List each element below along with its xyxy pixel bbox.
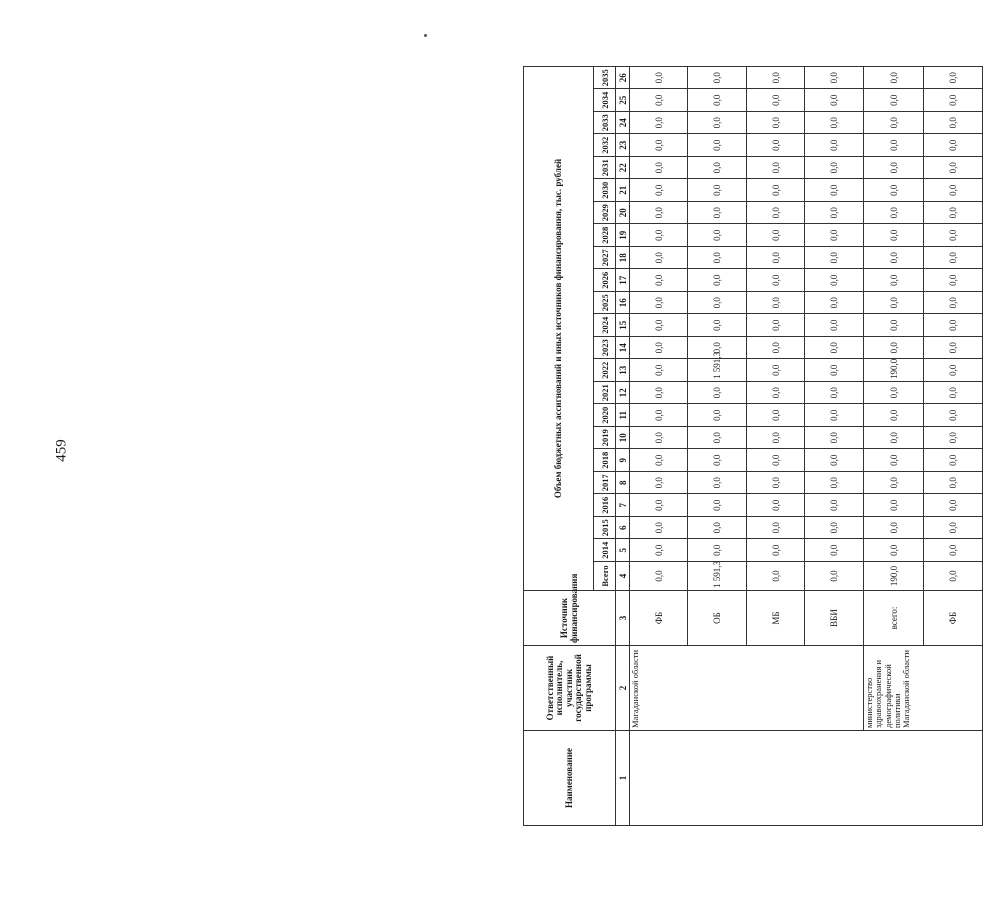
column-number: 4 [616, 562, 630, 591]
column-number: 10 [616, 427, 630, 450]
value-cell: 0,0 [863, 337, 924, 360]
value-cell: 0,0 [805, 359, 863, 382]
value-cell: 0,0 [688, 449, 746, 472]
value-cell: 0,0 [746, 314, 804, 337]
column-number: 16 [616, 292, 630, 315]
value-cell: 0,0 [688, 224, 746, 247]
table-row [630, 67, 688, 826]
value-cell: 0,0 [805, 382, 863, 405]
value-cell: 0,0 [924, 157, 983, 180]
column-number: 15 [616, 314, 630, 337]
value-cell: 0,0 [746, 494, 804, 517]
column-number: 2 [616, 646, 630, 731]
total-cell: 190,0 [863, 562, 924, 591]
value-cell: 0,0 [746, 404, 804, 427]
column-number: 12 [616, 382, 630, 405]
column-number: 14 [616, 337, 630, 360]
scan-speck [424, 34, 427, 37]
value-cell: 0,0 [746, 247, 804, 270]
table-header [524, 67, 630, 826]
column-number: 26 [616, 67, 630, 90]
column-number: 18 [616, 247, 630, 270]
header-year: 2025 [594, 292, 616, 315]
value-cell: 0,0 [863, 224, 924, 247]
value-cell: 0,0 [688, 134, 746, 157]
value-cell: 0,0 [924, 179, 983, 202]
value-cell: 0,0 [863, 202, 924, 225]
value-cell: 0,0 [805, 337, 863, 360]
value-cell: 0,0 [863, 269, 924, 292]
source-cell: ВБИ [805, 591, 863, 646]
column-number: 1 [616, 731, 630, 826]
value-cell: 0,0 [630, 494, 688, 517]
header-year: 2027 [594, 247, 616, 270]
value-cell: 0,0 [630, 404, 688, 427]
value-cell: 0,0 [630, 292, 688, 315]
column-number: 3 [616, 591, 630, 646]
header-total: Всего [594, 562, 616, 591]
value-cell: 0,0 [630, 112, 688, 135]
responsible-cell: министерство здравоохранения и демографической политики Магаданской области [863, 646, 982, 731]
total-cell: 0,0 [746, 562, 804, 591]
column-number: 25 [616, 89, 630, 112]
value-cell: 0,0 [863, 404, 924, 427]
value-cell: 0,0 [746, 472, 804, 495]
value-cell: 0,0 [746, 134, 804, 157]
value-cell: 0,0 [805, 539, 863, 562]
header-year: 2024 [594, 314, 616, 337]
value-cell: 0,0 [863, 314, 924, 337]
value-cell: 0,0 [630, 449, 688, 472]
value-cell: 0,0 [924, 314, 983, 337]
value-cell: 0,0 [630, 337, 688, 360]
value-cell: 0,0 [688, 247, 746, 270]
value-cell: 0,0 [863, 112, 924, 135]
header-year: 2028 [594, 224, 616, 247]
column-number: 7 [616, 494, 630, 517]
value-cell: 0,0 [863, 157, 924, 180]
header-year: 2032 [594, 134, 616, 157]
table-body [630, 67, 983, 826]
value-cell: 0,0 [746, 292, 804, 315]
column-number: 22 [616, 157, 630, 180]
header-source: Источник финансирования [524, 591, 616, 646]
value-cell: 0,0 [924, 67, 983, 90]
header-year: 2021 [594, 382, 616, 405]
total-cell: 1 591,3 [688, 562, 746, 591]
value-cell: 0,0 [630, 89, 688, 112]
value-cell: 0,0 [863, 89, 924, 112]
value-cell: 0,0 [688, 472, 746, 495]
value-cell: 0,0 [688, 314, 746, 337]
value-cell: 0,0 [924, 404, 983, 427]
value-cell: 0,0 [924, 359, 983, 382]
value-cell: 0,0 [746, 539, 804, 562]
value-cell: 0,0 [863, 539, 924, 562]
header-year: 2014 [594, 539, 616, 562]
value-cell: 0,0 [805, 202, 863, 225]
value-cell: 0,0 [746, 157, 804, 180]
header-responsible: Ответственный исполнитель, участник государственной программы [524, 646, 616, 731]
header-year: 2017 [594, 472, 616, 495]
header-year: 2023 [594, 337, 616, 360]
value-cell: 0,0 [688, 89, 746, 112]
value-cell: 0,0 [746, 67, 804, 90]
value-cell: 0,0 [924, 202, 983, 225]
value-cell: 1 591,3 [688, 359, 746, 382]
value-cell: 0,0 [630, 314, 688, 337]
value-cell: 0,0 [805, 292, 863, 315]
source-cell: ФБ [924, 591, 983, 646]
value-cell: 0,0 [630, 427, 688, 450]
value-cell: 0,0 [688, 382, 746, 405]
column-number: 21 [616, 179, 630, 202]
value-cell: 0,0 [688, 337, 746, 360]
header-year: 2019 [594, 427, 616, 450]
value-cell: 0,0 [805, 67, 863, 90]
value-cell: 0,0 [630, 202, 688, 225]
column-numbers-row [616, 67, 630, 826]
value-cell: 0,0 [805, 157, 863, 180]
header-name: Наименование [524, 731, 616, 826]
value-cell: 0,0 [863, 292, 924, 315]
value-cell: 0,0 [863, 517, 924, 540]
header-year: 2030 [594, 179, 616, 202]
source-cell: МБ [746, 591, 804, 646]
column-number: 6 [616, 517, 630, 540]
header-year: 2035 [594, 67, 616, 90]
value-cell: 0,0 [924, 134, 983, 157]
value-cell: 0,0 [688, 517, 746, 540]
value-cell: 0,0 [924, 494, 983, 517]
value-cell: 0,0 [924, 247, 983, 270]
value-cell: 0,0 [688, 494, 746, 517]
column-number: 13 [616, 359, 630, 382]
value-cell: 0,0 [746, 449, 804, 472]
value-cell: 0,0 [805, 134, 863, 157]
value-cell: 0,0 [924, 449, 983, 472]
value-cell: 0,0 [924, 472, 983, 495]
value-cell: 0,0 [630, 134, 688, 157]
value-cell: 190,0 [863, 359, 924, 382]
value-cell: 0,0 [688, 269, 746, 292]
value-cell: 0,0 [924, 292, 983, 315]
column-number: 11 [616, 404, 630, 427]
value-cell: 0,0 [688, 427, 746, 450]
source-cell: всего: [863, 591, 924, 646]
value-cell: 0,0 [863, 134, 924, 157]
value-cell: 0,0 [746, 269, 804, 292]
value-cell: 0,0 [924, 224, 983, 247]
value-cell: 0,0 [688, 112, 746, 135]
financing-table [523, 66, 983, 826]
value-cell: 0,0 [805, 449, 863, 472]
value-cell: 0,0 [863, 449, 924, 472]
value-cell: 0,0 [630, 67, 688, 90]
value-cell: 0,0 [863, 427, 924, 450]
header-year: 2015 [594, 517, 616, 540]
value-cell: 0,0 [688, 157, 746, 180]
table-row [863, 67, 924, 826]
page-number: 459 [53, 439, 70, 462]
value-cell: 0,0 [630, 179, 688, 202]
value-cell: 0,0 [746, 382, 804, 405]
value-cell: 0,0 [924, 427, 983, 450]
value-cell: 0,0 [746, 337, 804, 360]
value-cell: 0,0 [805, 179, 863, 202]
value-cell: 0,0 [924, 112, 983, 135]
value-cell: 0,0 [924, 269, 983, 292]
value-cell: 0,0 [630, 269, 688, 292]
column-number: 9 [616, 449, 630, 472]
total-cell: 0,0 [630, 562, 688, 591]
name-cell [630, 731, 983, 826]
column-number: 8 [616, 472, 630, 495]
value-cell: 0,0 [805, 404, 863, 427]
column-number: 19 [616, 224, 630, 247]
value-cell: 0,0 [688, 202, 746, 225]
value-cell: 0,0 [805, 494, 863, 517]
value-cell: 0,0 [924, 382, 983, 405]
value-cell: 0,0 [924, 337, 983, 360]
value-cell: 0,0 [863, 472, 924, 495]
total-cell: 0,0 [924, 562, 983, 591]
header-year: 2022 [594, 359, 616, 382]
value-cell: 0,0 [863, 494, 924, 517]
column-number: 20 [616, 202, 630, 225]
header-year: 2026 [594, 269, 616, 292]
value-cell: 0,0 [805, 427, 863, 450]
total-cell: 0,0 [805, 562, 863, 591]
value-cell: 0,0 [746, 89, 804, 112]
value-cell: 0,0 [630, 472, 688, 495]
header-year: 2018 [594, 449, 616, 472]
value-cell: 0,0 [688, 539, 746, 562]
value-cell: 0,0 [805, 314, 863, 337]
header-year: 2033 [594, 112, 616, 135]
value-cell: 0,0 [688, 179, 746, 202]
column-number: 24 [616, 112, 630, 135]
header-volume: Объем бюджетных ассигнований и иных источников финансирования, тыс. рублей [524, 67, 594, 591]
value-cell: 0,0 [863, 179, 924, 202]
value-cell: 0,0 [746, 202, 804, 225]
responsible-cell: Магаданской области [630, 646, 864, 731]
column-number: 23 [616, 134, 630, 157]
value-cell: 0,0 [630, 539, 688, 562]
value-cell: 0,0 [688, 292, 746, 315]
value-cell: 0,0 [924, 89, 983, 112]
value-cell: 0,0 [805, 472, 863, 495]
value-cell: 0,0 [746, 517, 804, 540]
value-cell: 0,0 [805, 112, 863, 135]
column-number: 17 [616, 269, 630, 292]
value-cell: 0,0 [630, 157, 688, 180]
value-cell: 0,0 [805, 247, 863, 270]
value-cell: 0,0 [863, 382, 924, 405]
source-cell: ОБ [688, 591, 746, 646]
header-year: 2020 [594, 404, 616, 427]
value-cell: 0,0 [630, 359, 688, 382]
value-cell: 0,0 [630, 247, 688, 270]
value-cell: 0,0 [805, 269, 863, 292]
rotated-table-container [523, 66, 983, 826]
value-cell: 0,0 [746, 224, 804, 247]
value-cell: 0,0 [924, 539, 983, 562]
header-year: 2016 [594, 494, 616, 517]
value-cell: 0,0 [863, 67, 924, 90]
value-cell: 0,0 [863, 247, 924, 270]
value-cell: 0,0 [630, 382, 688, 405]
source-cell: ФБ [630, 591, 688, 646]
value-cell: 0,0 [924, 517, 983, 540]
header-year: 2034 [594, 89, 616, 112]
value-cell: 0,0 [805, 89, 863, 112]
value-cell: 0,0 [805, 517, 863, 540]
header-year: 2031 [594, 157, 616, 180]
header-year: 2029 [594, 202, 616, 225]
value-cell: 0,0 [746, 359, 804, 382]
value-cell: 0,0 [630, 517, 688, 540]
value-cell: 0,0 [805, 224, 863, 247]
value-cell: 0,0 [746, 112, 804, 135]
value-cell: 0,0 [688, 67, 746, 90]
column-number: 5 [616, 539, 630, 562]
value-cell: 0,0 [630, 224, 688, 247]
value-cell: 0,0 [688, 404, 746, 427]
value-cell: 0,0 [746, 427, 804, 450]
value-cell: 0,0 [746, 179, 804, 202]
